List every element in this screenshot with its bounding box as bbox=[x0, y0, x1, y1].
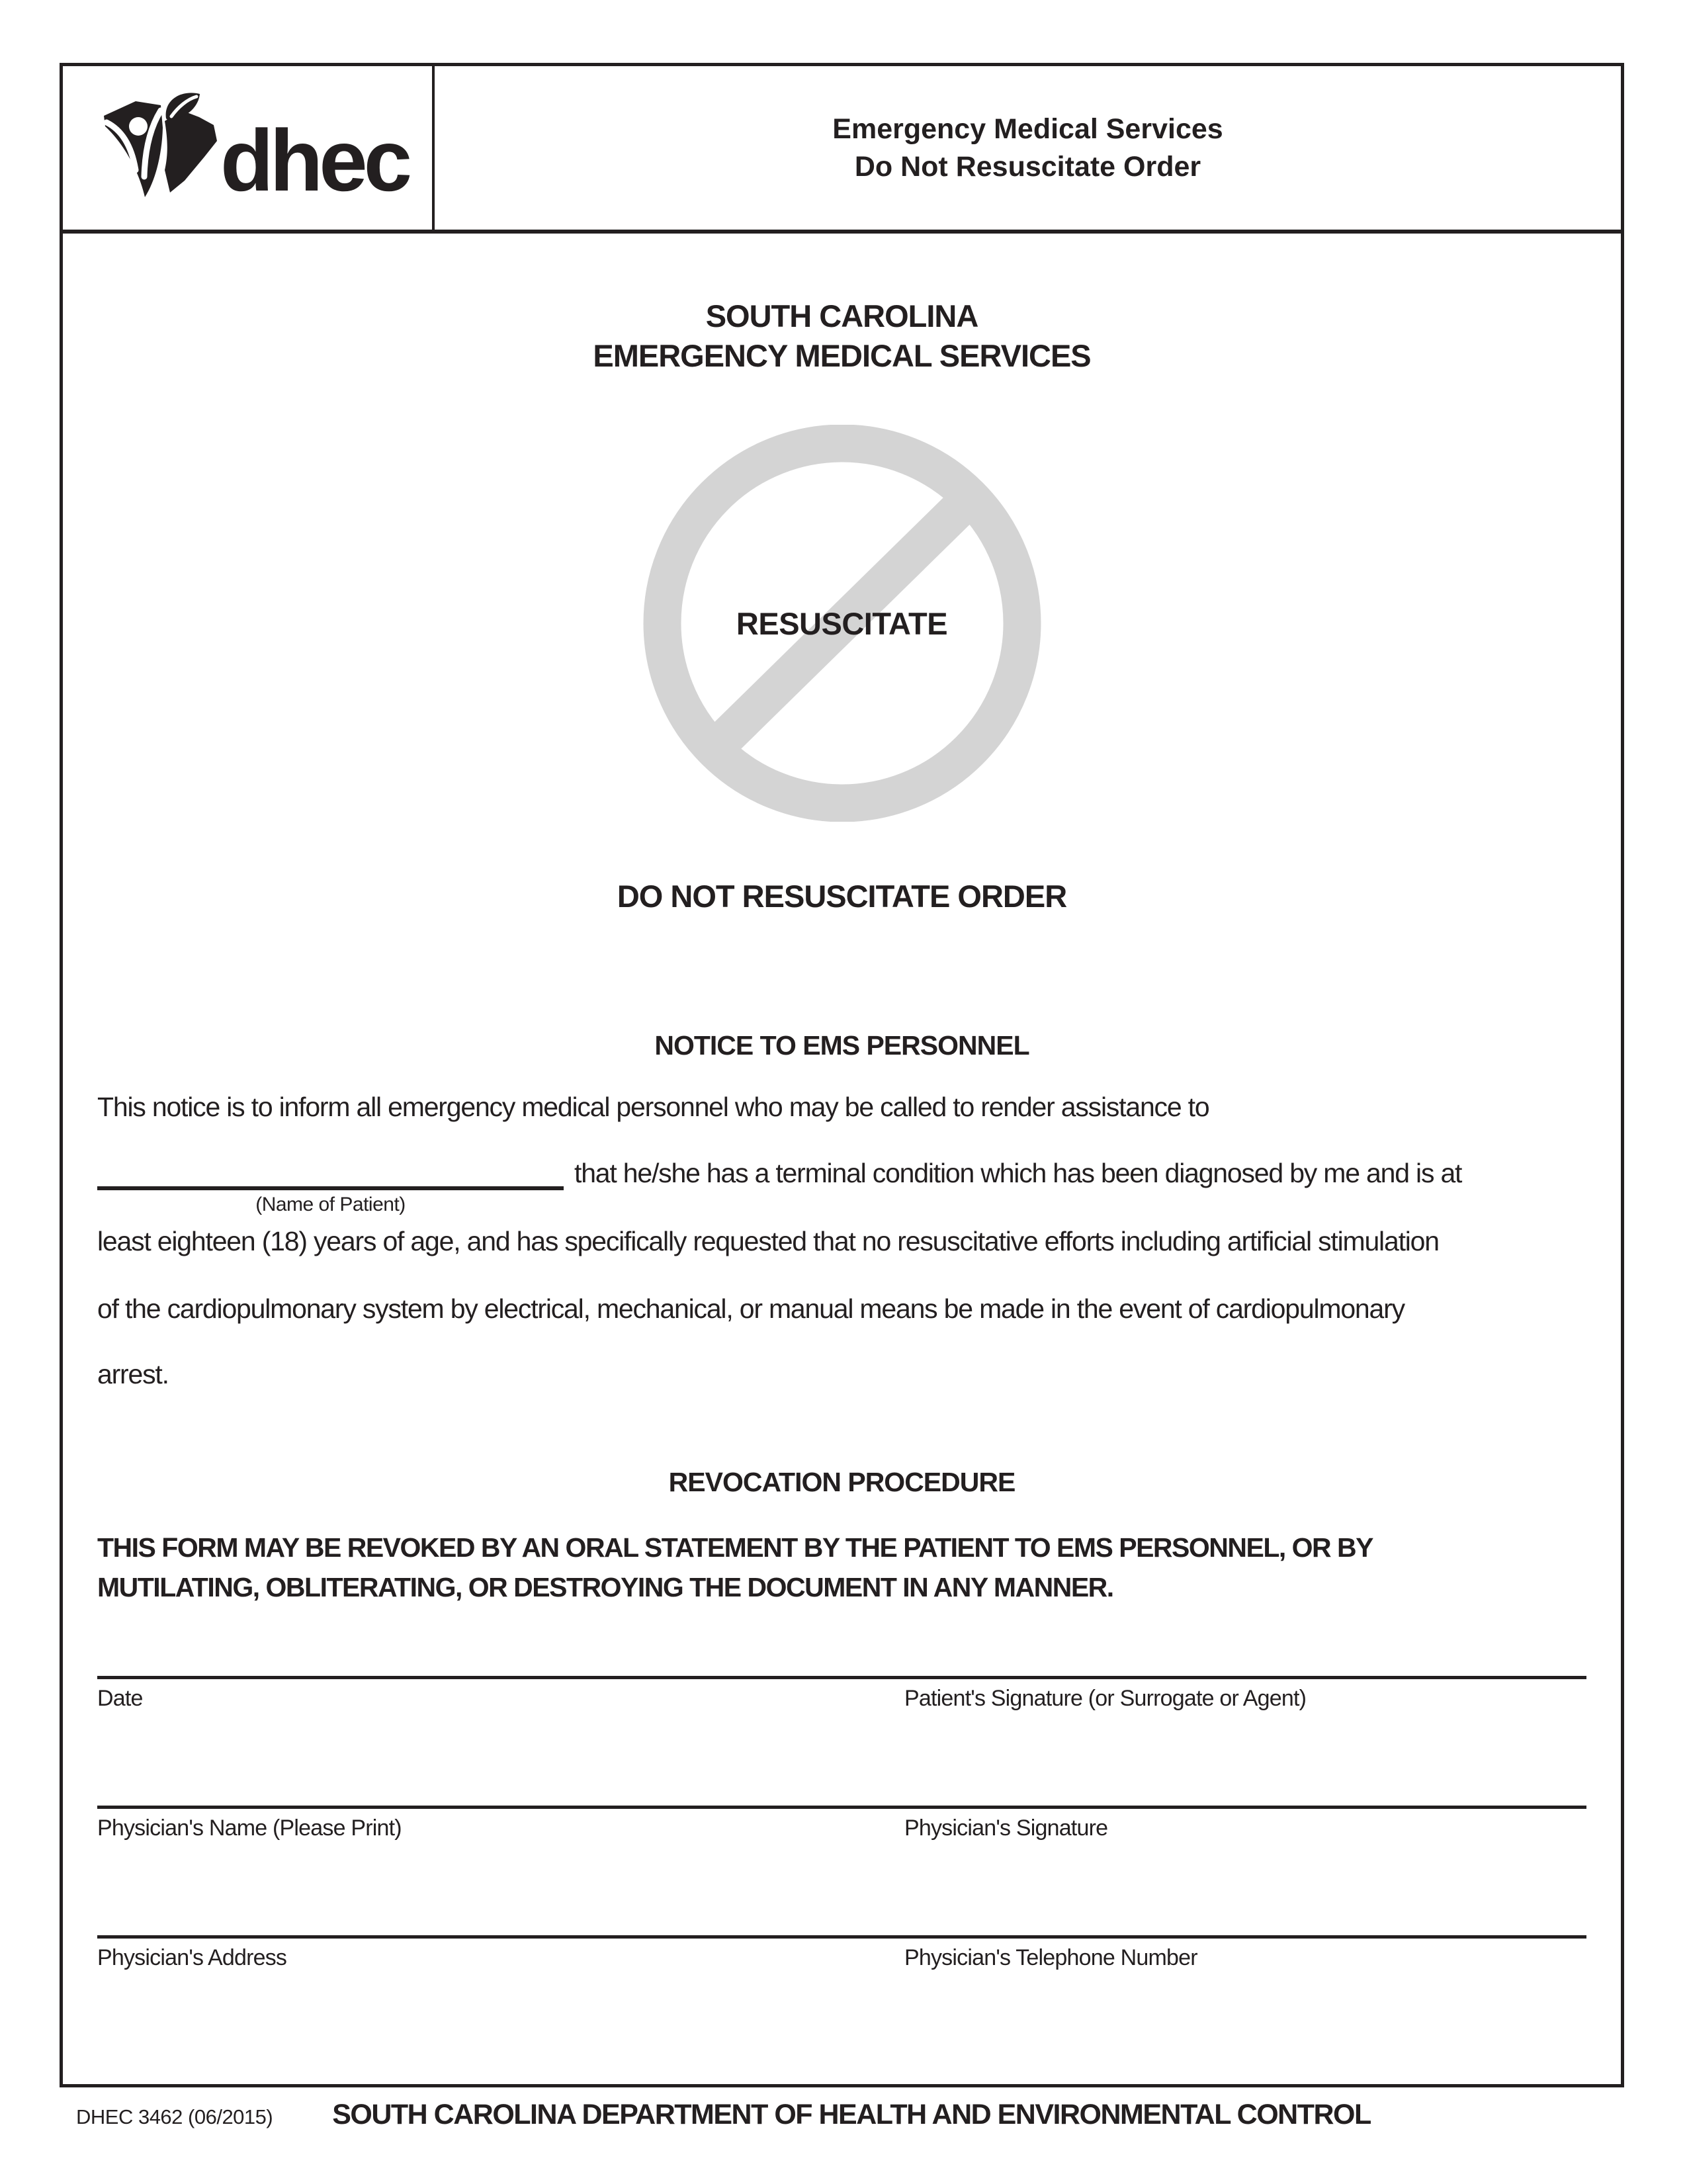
patient-name-row bbox=[97, 1156, 1586, 1190]
header-title-line2: Do Not Resuscitate Order bbox=[854, 150, 1201, 183]
signature-row-physician-address[interactable] bbox=[97, 1935, 1586, 1971]
form-title-line1: SOUTH CAROLINA bbox=[705, 298, 978, 333]
form-title bbox=[97, 296, 1586, 375]
signature-row-physician-name[interactable] bbox=[97, 1806, 1586, 1841]
physician-address-label: Physician's Address bbox=[97, 1945, 287, 1971]
signature-row-date-patient[interactable] bbox=[97, 1676, 1586, 1712]
revocation-line2: MUTILATING, OBLITERATING, OR DESTROYING THE DOCUMENT IN ANY MANNER. bbox=[97, 1572, 1113, 1603]
form-number: DHEC 3462 (06/2015) bbox=[76, 2105, 273, 2128]
form-content bbox=[63, 296, 1621, 1971]
patient-name-field[interactable] bbox=[97, 1158, 564, 1190]
patient-name-caption: (Name of Patient) bbox=[255, 1193, 406, 1215]
prohibition-symbol-wrap bbox=[97, 425, 1586, 822]
form-header bbox=[63, 66, 1621, 234]
physician-telephone-label: Physician's Telephone Number bbox=[904, 1945, 1197, 1971]
notice-line3: least eighteen (18) years of age, and has specifically requested that no resuscitative efforts including artificial stimulation bbox=[97, 1225, 1439, 1256]
header-title bbox=[435, 66, 1621, 230]
notice-line2: that he/she has a terminal condition which has been diagnosed by me and is at bbox=[574, 1158, 1462, 1189]
no-resuscitate-symbol bbox=[637, 425, 1047, 822]
dhec-logo bbox=[63, 66, 435, 230]
physician-signature-label: Physician's Signature bbox=[904, 1815, 1108, 1841]
revocation-heading: REVOCATION PROCEDURE bbox=[668, 1467, 1016, 1498]
dhec-state-leaf-icon bbox=[97, 89, 230, 207]
agency-name: SOUTH CAROLINA DEPARTMENT OF HEALTH AND ENVIRONMENTAL CONTROL bbox=[332, 2099, 1371, 2130]
patient-signature-label: Patient's Signature (or Surrogate or Agent) bbox=[904, 1686, 1307, 1712]
revocation-line1: THIS FORM MAY BE REVOKED BY AN ORAL STATEMENT BY THE PATIENT TO EMS PERSONNEL, OR BY bbox=[97, 1532, 1373, 1563]
notice-line5: arrest. bbox=[97, 1358, 169, 1389]
physician-name-label: Physician's Name (Please Print) bbox=[97, 1815, 402, 1841]
date-label: Date bbox=[97, 1686, 143, 1712]
notice-heading: NOTICE TO EMS PERSONNEL bbox=[654, 1030, 1029, 1061]
notice-line1: This notice is to inform all emergency medical personnel who may be called to render assistance to bbox=[97, 1092, 1209, 1123]
header-title-line1: Emergency Medical Services bbox=[832, 112, 1223, 145]
revocation-paragraph bbox=[97, 1528, 1586, 1607]
form-title-line2: EMERGENCY MEDICAL SERVICES bbox=[593, 337, 1091, 373]
resuscitate-label: RESUSCITATE bbox=[736, 605, 948, 641]
dhec-wordmark: dhec bbox=[220, 112, 409, 209]
notice-line4: of the cardiopulmonary system by electrical, mechanical, or manual means be made in the event of cardiopulmonary bbox=[97, 1293, 1405, 1324]
page-footer bbox=[0, 2099, 1687, 2131]
order-title: DO NOT RESUSCITATE ORDER bbox=[617, 879, 1067, 914]
form-border-box bbox=[60, 63, 1624, 2087]
